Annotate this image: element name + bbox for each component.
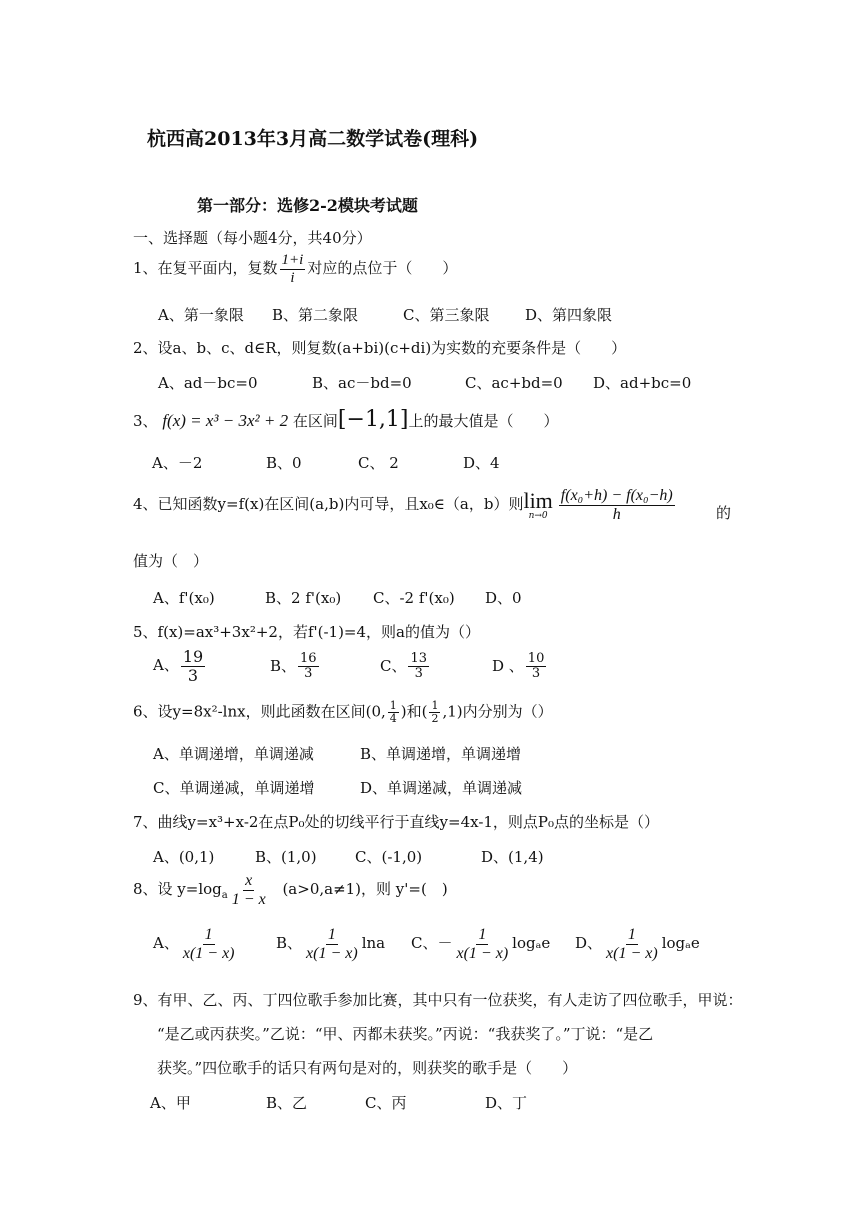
q4-prefix: 4、已知函数y=f(x)在区间(a,b)内可导，且x₀∈（a，b）则 (133, 495, 524, 514)
q4-option-c: C、-2 f'(x₀) (373, 589, 455, 607)
q8-d-fraction (604, 926, 660, 962)
q3-prefix: 3、 (133, 412, 158, 430)
q6-prefix: 6、设y=8x²-lnx，则此函数在区间(0, (133, 702, 386, 721)
q6-f2-num: 1 (431, 699, 439, 712)
q7-option-d: D、(1,4) (481, 848, 544, 866)
question-2: 2、设a、b、c、d∈R，则复数(a+bi)(c+di)为实数的充要条件是（ ） (133, 339, 627, 357)
q8-a-den: x(1 − x) (182, 944, 235, 962)
q5-c-label: C、 (380, 656, 407, 675)
q5-a-den: 3 (187, 665, 199, 685)
question-6 (133, 700, 553, 725)
q4-frac-num: f(x₀+h) − f(x₀−h) (560, 487, 673, 504)
q1-option-b: B、第二象限 (272, 306, 359, 324)
q3-option-d: D、4 (463, 454, 500, 472)
q9-option-b: B、乙 (266, 1094, 308, 1112)
q4-frac-den: h (612, 505, 621, 523)
q5-a-num: 19 (182, 647, 204, 666)
q6-frac-2 (429, 700, 440, 725)
question-8 (133, 872, 448, 908)
q4-fraction (559, 487, 675, 523)
q1-option-c: C、第三象限 (403, 306, 490, 324)
q8-b-label: B、 (276, 934, 303, 953)
q5-b-den: 3 (304, 666, 313, 682)
question-5: 5、f(x)=ax³+3x²+2，若f'(-1)=4，则a的值为（） (133, 623, 480, 641)
section-heading: 一、选择题（每小题4分，共40分） (133, 229, 372, 247)
q8-prefix: 8、设 y=log (133, 880, 222, 899)
q8-a-num: 1 (204, 926, 213, 943)
q5-c-den: 3 (414, 666, 423, 682)
question-3 (133, 407, 559, 432)
q6-option-b: B、单调递增，单调递增 (360, 745, 522, 763)
q8-frac-num: x (245, 872, 253, 889)
q5-option-a (153, 648, 207, 684)
q7-option-c: C、(-1,0) (355, 848, 423, 866)
q6-f2-den: 2 (431, 712, 439, 726)
q5-a-label: A、 (153, 656, 179, 675)
q4-lim-sub: n→0 (528, 510, 548, 521)
q7-option-b: B、(1,0) (255, 848, 317, 866)
q5-option-b (270, 652, 321, 682)
q1-fraction (280, 252, 306, 286)
q8-c-fraction (454, 926, 510, 962)
q5-d-den: 3 (531, 666, 541, 682)
q6-option-d: D、单调递减，单调递减 (360, 779, 523, 797)
q6-f1-den: 4 (389, 712, 397, 726)
part-heading: 第一部分：选修2-2模块考试题 (197, 196, 418, 215)
q8-c-den: x(1 − x) (456, 944, 509, 962)
q8-option-a (153, 926, 239, 962)
q2-option-c: C、ac+bd=0 (465, 374, 563, 392)
question-7: 7、曲线y=x³+x-2在点P₀处的切线平行于直线y=4x-1，则点P₀点的坐标是（） (133, 813, 660, 831)
q6-option-c: C、单调递减，单调递增 (153, 779, 315, 797)
q9-option-d: D、丁 (485, 1094, 528, 1112)
q1-option-a: A、第一象限 (158, 306, 244, 324)
q8-b-suffix: lna (361, 934, 386, 953)
q5-b-label: B、 (270, 656, 297, 675)
q8-c-num: 1 (478, 926, 487, 943)
q2-option-a: A、ad－bc=0 (158, 374, 258, 392)
q2-option-b: B、ac－bd=0 (312, 374, 412, 392)
q8-d-den: x(1 − x) (606, 944, 658, 962)
q1-frac-num: 1+i (281, 252, 304, 268)
q3-option-a: A、－2 (152, 454, 203, 472)
q5-d-label: D 、 (492, 656, 524, 675)
q8-c-suffix: logₐe (512, 934, 551, 953)
q8-b-fraction (304, 926, 360, 962)
q3-suffix: 上的最大值是（ ） (408, 412, 559, 430)
q5-d-num: 10 (527, 651, 545, 666)
q5-d-fraction (526, 652, 547, 682)
q4-lim-word: lim (523, 487, 553, 513)
q5-b-num: 16 (300, 651, 317, 666)
q6-frac-1 (388, 700, 399, 725)
q8-option-b (276, 926, 385, 962)
q8-c-label: C、－ (411, 934, 453, 953)
q4-continuation: 值为（ ） (133, 552, 209, 570)
q8-b-den: x(1 − x) (306, 944, 358, 962)
q6-mid: )和( (400, 702, 428, 721)
q8-option-d (575, 926, 700, 962)
q8-suffix: (a>0,a≠1)，则 y'=( ) (282, 880, 448, 899)
q5-c-fraction (408, 652, 429, 682)
q8-d-suffix: logₐe (661, 934, 700, 953)
q1-suffix: 对应的点位于（ ） (307, 259, 458, 277)
q8-log-base: a (221, 890, 228, 902)
q3-option-c: C、 2 (358, 454, 399, 472)
question-1 (133, 252, 457, 286)
q5-b-fraction (298, 652, 319, 682)
q3-option-b: B、0 (266, 454, 302, 472)
q4-option-b: B、2 f'(x₀) (265, 589, 342, 607)
q1-option-d: D、第四象限 (525, 306, 613, 324)
q5-c-num: 13 (410, 651, 428, 666)
q4-option-a: A、f'(x₀) (153, 589, 215, 607)
q8-frac-den: 1 − x (231, 890, 266, 908)
q3-interval: [−1,1] (337, 407, 409, 432)
question-9-line-2: “是乙或丙获奖。”乙说：“甲、丙都未获奖。”丙说：“我获奖了。”丁说：“是乙 (157, 1025, 654, 1043)
q8-b-num: 1 (327, 926, 336, 943)
question-9-line-1: 9、有甲、乙、丙、丁四位歌手参加比赛，其中只有一位获奖，有人走访了四位歌手，甲说： (133, 991, 743, 1009)
q8-a-label: A、 (153, 934, 179, 953)
q6-option-a: A、单调递增，单调递减 (153, 745, 314, 763)
q9-option-a: A、甲 (150, 1094, 191, 1112)
q3-mid: 在区间 (292, 412, 338, 430)
q8-fraction (230, 872, 268, 908)
q5-a-fraction (181, 648, 205, 684)
question-9-line-3: 获奖。”四位歌手的话只有两句是对的，则获奖的歌手是（ ） (157, 1059, 578, 1077)
q4-limit (523, 487, 553, 521)
q8-option-c (411, 926, 550, 962)
q1-prefix: 1、在复平面内，复数 (133, 259, 278, 277)
q6-f1-num: 1 (389, 699, 397, 712)
q5-option-c (380, 652, 431, 682)
page-title: 杭西高2013年3月高二数学试卷(理科) (147, 128, 479, 150)
q4-option-d: D、0 (485, 589, 522, 607)
q1-frac-den: i (290, 269, 295, 286)
q2-option-d: D、ad+bc=0 (593, 374, 692, 392)
q8-d-num: 1 (627, 926, 636, 943)
q9-option-c: C、丙 (365, 1094, 407, 1112)
q6-suffix: ,1)内分别为（） (442, 702, 553, 721)
q7-option-a: A、(0,1) (153, 848, 215, 866)
q3-function: f(x) = x³ − 3x² + 2 (162, 411, 289, 430)
q8-d-label: D、 (575, 934, 603, 953)
question-4 (133, 487, 677, 523)
q8-a-fraction (181, 926, 237, 962)
q4-suffix: 的 (716, 504, 732, 522)
q5-option-d (492, 652, 548, 682)
